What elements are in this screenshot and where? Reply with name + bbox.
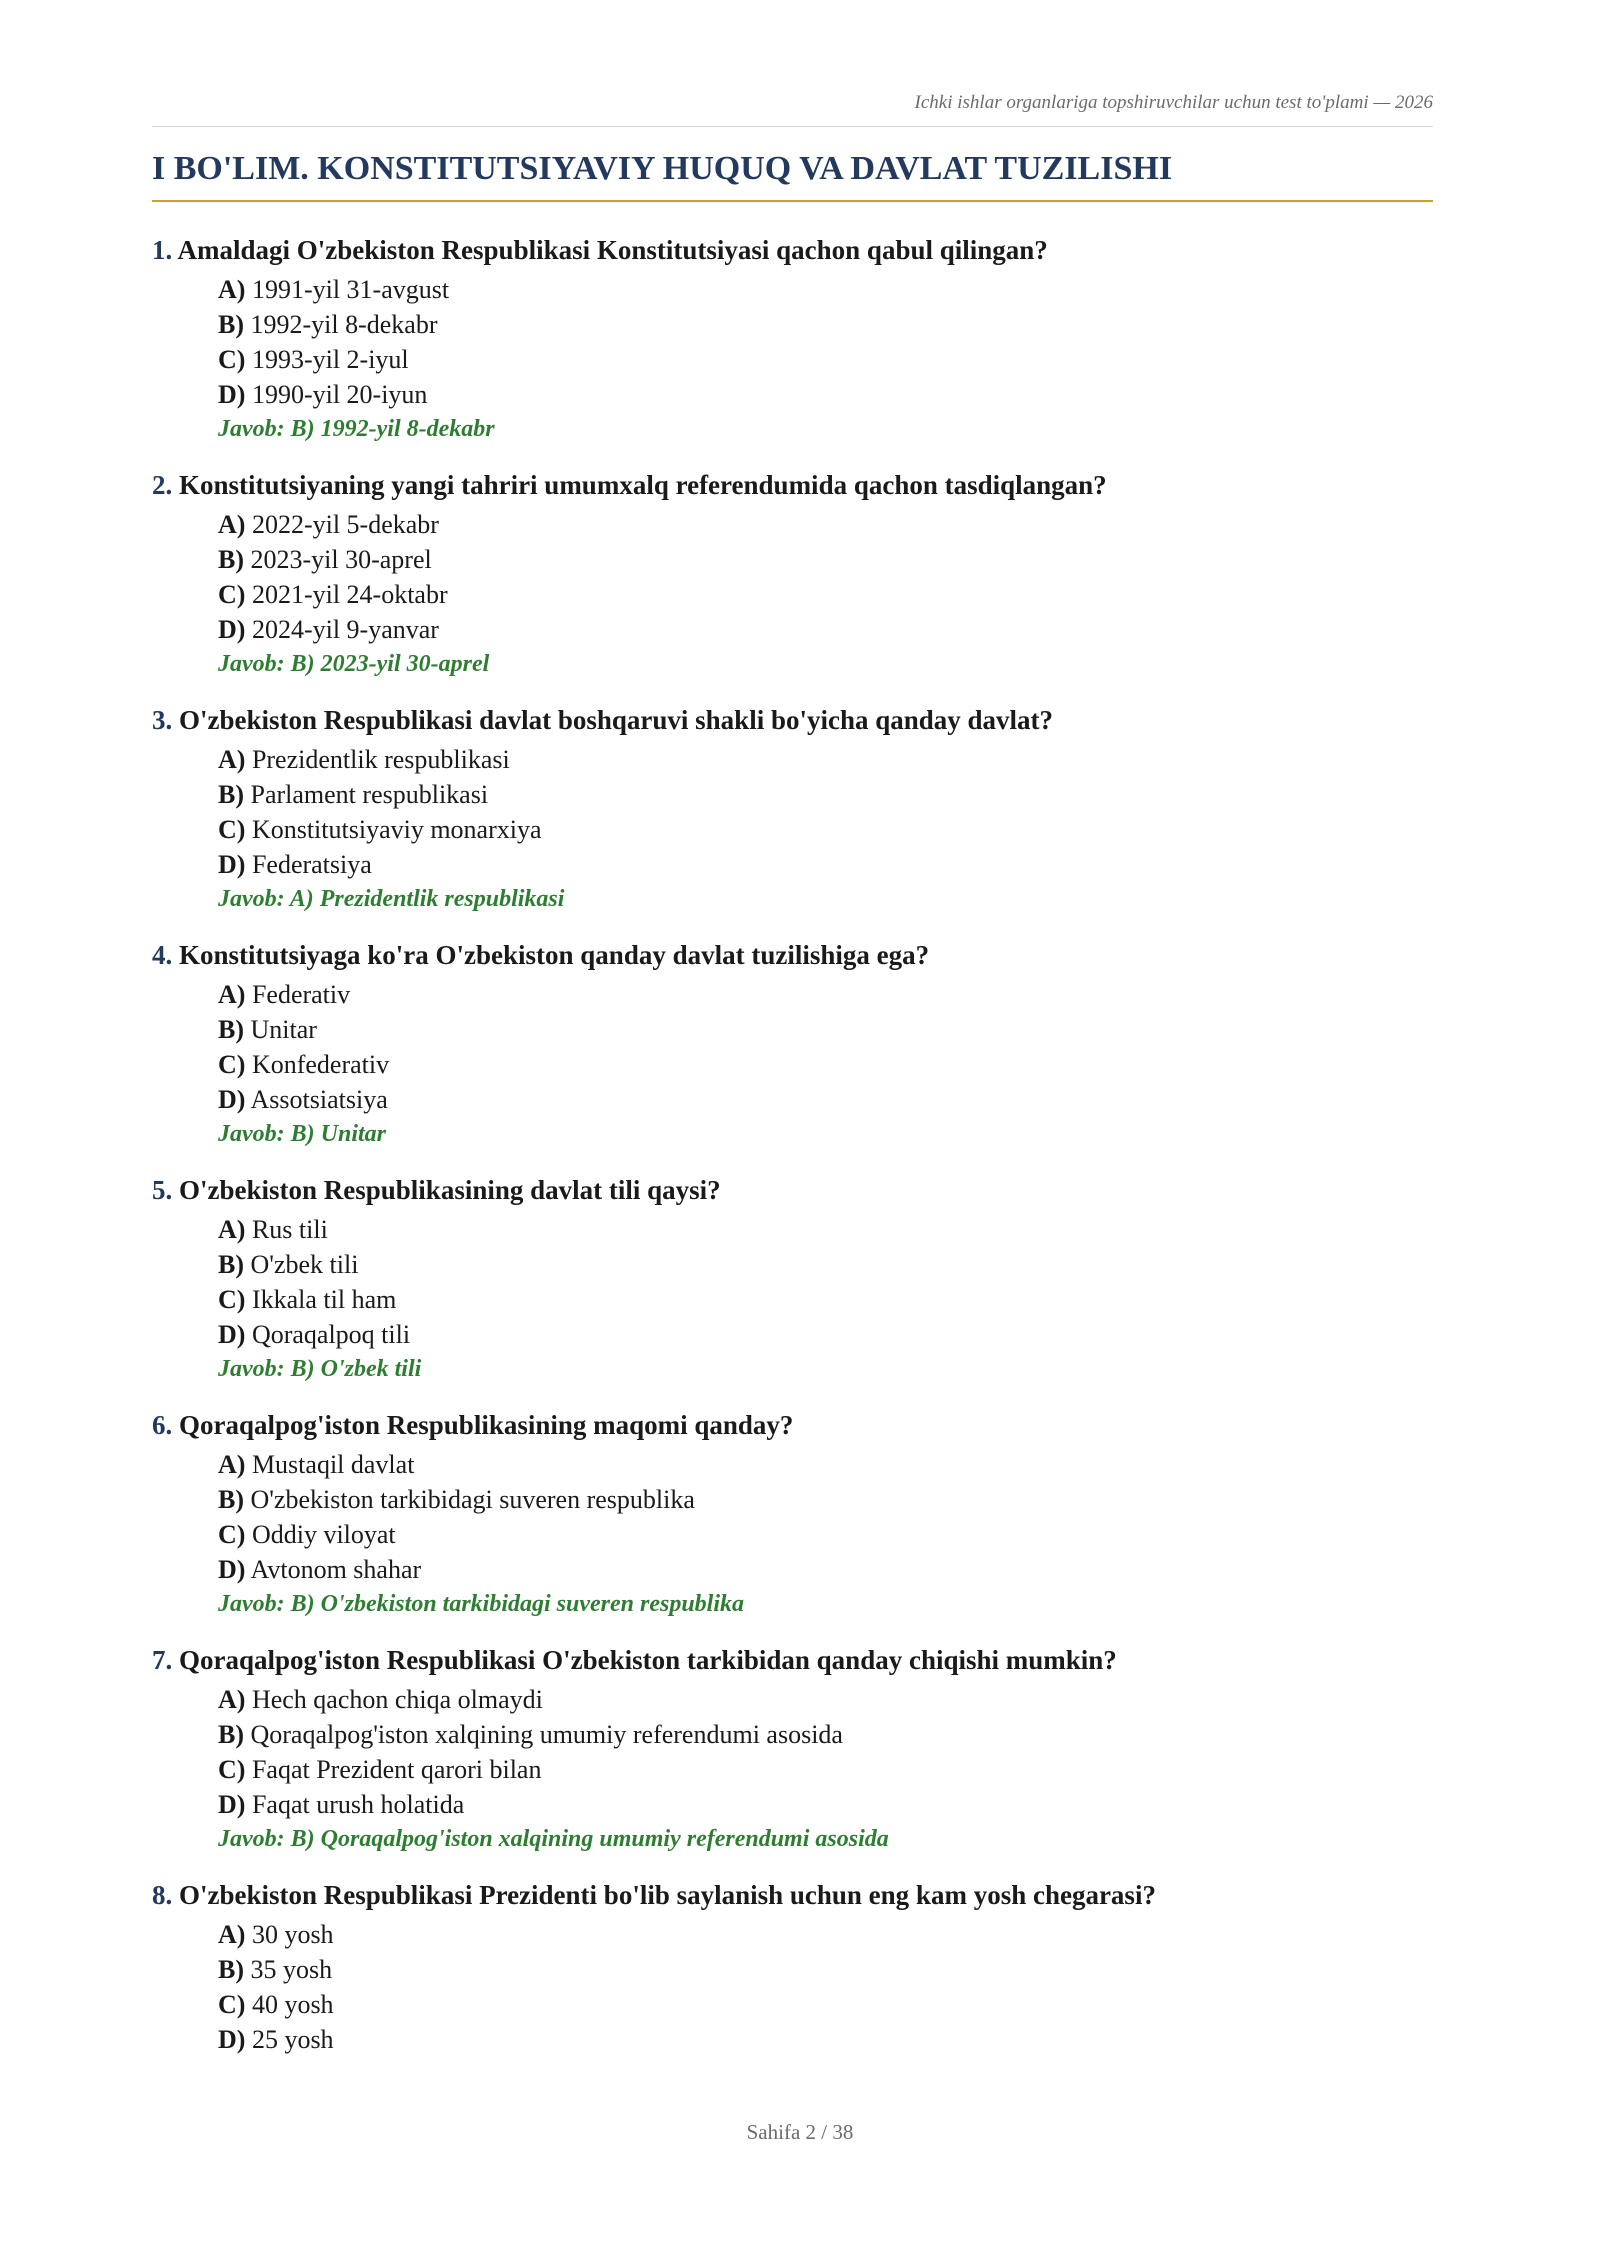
option-letter: D) — [218, 1085, 246, 1114]
option-text: 1991-yil 31-avgust — [251, 275, 450, 304]
option-b — [218, 1247, 1433, 1282]
option-text: O'zbek tili — [250, 1250, 359, 1279]
question-text: O'zbekiston Respublikasi davlat boshqaruvi shakli bo'yicha qanday davlat? — [179, 705, 1054, 735]
question-number: 8. — [152, 1880, 173, 1910]
option-a — [218, 272, 1433, 307]
option-text: Mustaqil davlat — [251, 1450, 415, 1479]
option-letter: C) — [218, 1050, 246, 1079]
option-c — [218, 1752, 1433, 1787]
option-text: Assotsiatsiya — [250, 1085, 388, 1114]
option-b — [218, 1952, 1433, 1987]
option-a — [218, 742, 1433, 777]
option-c — [218, 1987, 1433, 2022]
option-b — [218, 1717, 1433, 1752]
option-letter: B) — [218, 1485, 244, 1514]
option-letter: B) — [218, 310, 244, 339]
option-a — [218, 1682, 1433, 1717]
option-text: 2023-yil 30-aprel — [250, 545, 432, 574]
answer-key: Javob: B) 1992-yil 8-dekabr — [218, 416, 495, 442]
option-text: 2021-yil 24-oktabr — [251, 580, 448, 609]
page-number: Sahifa 2 / 38 — [746, 2120, 854, 2144]
question-number: 6. — [152, 1410, 173, 1440]
question-3 — [152, 698, 1433, 916]
option-d — [218, 2022, 1433, 2057]
option-letter: A) — [218, 1450, 246, 1479]
question-number: 1. — [152, 235, 173, 265]
option-text: Qoraqalpoq tili — [251, 1320, 411, 1349]
option-text: 30 yosh — [251, 1920, 334, 1949]
option-list — [218, 507, 1433, 647]
option-text: 1990-yil 20-iyun — [251, 380, 428, 409]
option-letter: C) — [218, 815, 246, 844]
option-text: Federatsiya — [251, 850, 372, 879]
option-letter: C) — [218, 1285, 246, 1314]
option-c — [218, 577, 1433, 612]
option-letter: B) — [218, 1250, 244, 1279]
option-b — [218, 777, 1433, 812]
option-letter: A) — [218, 745, 246, 774]
option-d — [218, 612, 1433, 647]
option-a — [218, 1447, 1433, 1482]
option-letter: C) — [218, 1520, 246, 1549]
section-title: I BO'LIM. KONSTITUTSIYAVIY HUQUQ VA DAVLAT TUZILISHI — [152, 150, 1433, 202]
option-list — [218, 742, 1433, 882]
option-c — [218, 1282, 1433, 1317]
option-a — [218, 1917, 1433, 1952]
answer-key: Javob: A) Prezidentlik respublikasi — [218, 886, 565, 912]
option-letter: D) — [218, 1320, 246, 1349]
option-text: Oddiy viloyat — [251, 1520, 396, 1549]
option-d — [218, 1082, 1433, 1117]
answer-key: Javob: B) 2023-yil 30-aprel — [218, 651, 490, 677]
option-letter: B) — [218, 1955, 244, 1984]
option-letter: A) — [218, 275, 246, 304]
question-number: 2. — [152, 470, 173, 500]
option-text: 2024-yil 9-yanvar — [251, 615, 439, 644]
answer-key: Javob: B) Unitar — [218, 1121, 386, 1147]
question-7 — [152, 1638, 1433, 1856]
option-letter: D) — [218, 850, 246, 879]
option-text: Faqat Prezident qarori bilan — [251, 1755, 542, 1784]
option-text: Konfederativ — [251, 1050, 390, 1079]
option-text: Prezidentlik respublikasi — [251, 745, 510, 774]
question-number: 5. — [152, 1175, 173, 1205]
option-letter: A) — [218, 1920, 246, 1949]
option-letter: A) — [218, 1215, 246, 1244]
option-letter: C) — [218, 1755, 246, 1784]
option-text: 1993-yil 2-iyul — [251, 345, 409, 374]
question-list — [152, 228, 1433, 2074]
option-text: Hech qachon chiqa olmaydi — [251, 1685, 543, 1714]
option-d — [218, 1317, 1433, 1352]
option-text: 25 yosh — [251, 2025, 334, 2054]
option-c — [218, 1517, 1433, 1552]
option-d — [218, 1787, 1433, 1822]
option-c — [218, 812, 1433, 847]
question-6 — [152, 1403, 1433, 1621]
question-number: 7. — [152, 1645, 173, 1675]
option-a — [218, 1212, 1433, 1247]
option-letter: A) — [218, 980, 246, 1009]
option-text: Federativ — [251, 980, 351, 1009]
option-text: Qoraqalpog'iston xalqining umumiy referendumi asosida — [250, 1720, 843, 1749]
question-text: Qoraqalpog'iston Respublikasi O'zbekiston tarkibidan qanday chiqishi mumkin? — [179, 1645, 1117, 1675]
question-text: Konstitutsiyaga ko'ra O'zbekiston qanday davlat tuzilishiga ega? — [179, 940, 930, 970]
option-c — [218, 342, 1433, 377]
option-list — [218, 272, 1433, 412]
option-a — [218, 507, 1433, 542]
running-header: Ichki ishlar organlariga topshiruvchilar uchun test to'plami — 2026 — [152, 92, 1433, 127]
option-a — [218, 977, 1433, 1012]
option-letter: C) — [218, 580, 246, 609]
option-letter: C) — [218, 345, 246, 374]
answer-key: Javob: B) O'zbekiston tarkibidagi suveren respublika — [218, 1591, 745, 1617]
option-letter: B) — [218, 1720, 244, 1749]
question-4 — [152, 933, 1433, 1151]
option-letter: A) — [218, 510, 246, 539]
option-text: Avtonom shahar — [250, 1555, 422, 1584]
option-text: 40 yosh — [251, 1990, 334, 2019]
option-c — [218, 1047, 1433, 1082]
question-text: O'zbekiston Respublikasi Prezidenti bo'lib saylanish uchun eng kam yosh chegarasi? — [179, 1880, 1156, 1910]
question-number: 3. — [152, 705, 173, 735]
answer-key: Javob: B) O'zbek tili — [218, 1356, 422, 1382]
option-text: Faqat urush holatida — [251, 1790, 465, 1819]
option-letter: B) — [218, 1015, 244, 1044]
option-letter: B) — [218, 780, 244, 809]
question-5 — [152, 1168, 1433, 1386]
question-text: Qoraqalpog'iston Respublikasining maqomi qanday? — [179, 1410, 794, 1440]
option-text: Unitar — [250, 1015, 317, 1044]
option-b — [218, 307, 1433, 342]
question-2 — [152, 463, 1433, 681]
option-text: O'zbekiston tarkibidagi suveren respublika — [250, 1485, 695, 1514]
question-text: Amaldagi O'zbekiston Respublikasi Konstitutsiyasi qachon qabul qilingan? — [177, 235, 1048, 265]
option-list — [218, 977, 1433, 1117]
option-d — [218, 847, 1433, 882]
question-number: 4. — [152, 940, 173, 970]
option-text: Konstitutsiyaviy monarxiya — [251, 815, 542, 844]
option-list — [218, 1447, 1433, 1587]
option-letter: D) — [218, 1555, 246, 1584]
option-letter: D) — [218, 615, 246, 644]
option-text: 2022-yil 5-dekabr — [251, 510, 439, 539]
option-b — [218, 542, 1433, 577]
option-b — [218, 1012, 1433, 1047]
answer-key: Javob: B) Qoraqalpog'iston xalqining umumiy referendumi asosida — [218, 1826, 889, 1852]
question-text: Konstitutsiyaning yangi tahriri umumxalq referendumida qachon tasdiqlangan? — [179, 470, 1107, 500]
option-text: Rus tili — [251, 1215, 328, 1244]
option-list — [218, 1917, 1433, 2057]
question-8 — [152, 1873, 1433, 2057]
option-d — [218, 377, 1433, 412]
option-letter: D) — [218, 380, 246, 409]
option-letter: A) — [218, 1685, 246, 1714]
option-b — [218, 1482, 1433, 1517]
option-list — [218, 1212, 1433, 1352]
option-text: 35 yosh — [250, 1955, 333, 1984]
option-letter: B) — [218, 545, 244, 574]
option-text: 1992-yil 8-dekabr — [250, 310, 438, 339]
option-text: Parlament respublikasi — [250, 780, 489, 809]
option-letter: D) — [218, 1790, 246, 1819]
option-list — [218, 1682, 1433, 1822]
option-text: Ikkala til ham — [251, 1285, 397, 1314]
option-letter: C) — [218, 1990, 246, 2019]
option-d — [218, 1552, 1433, 1587]
question-1 — [152, 228, 1433, 446]
question-text: O'zbekiston Respublikasining davlat tili qaysi? — [179, 1175, 721, 1205]
option-letter: D) — [218, 2025, 246, 2054]
